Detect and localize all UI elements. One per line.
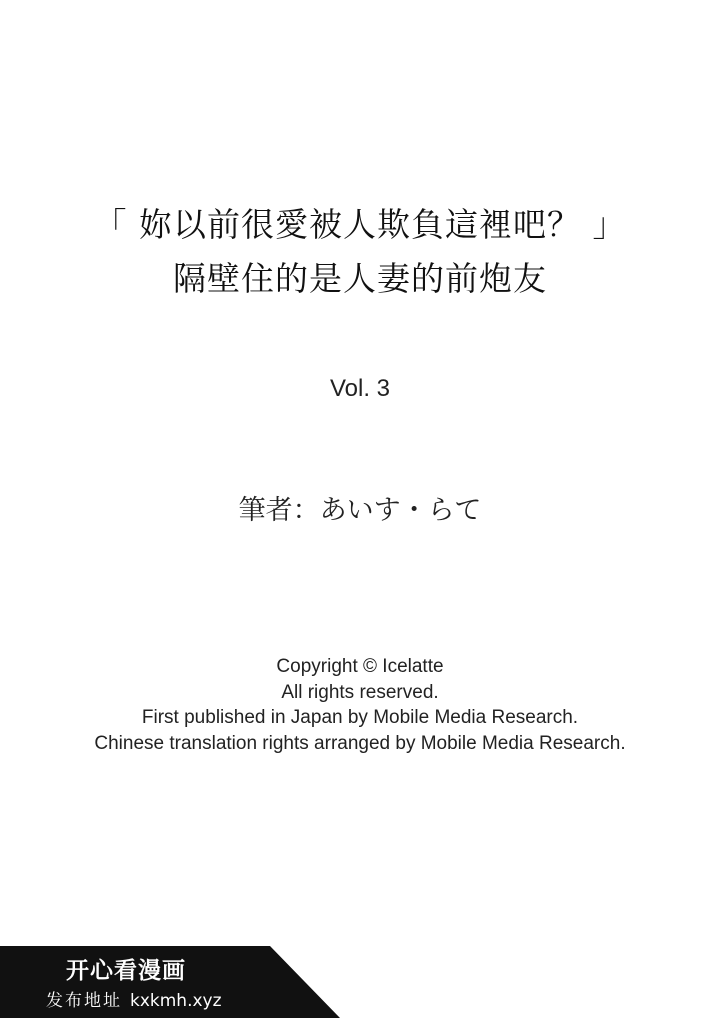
copyright-line: Copyright © Icelatte <box>276 656 444 677</box>
watermark-banner <box>0 946 345 1018</box>
copyright-line: First published in Japan by Mobile Media Research. <box>141 707 579 728</box>
title-block <box>0 198 720 306</box>
banner-title: 开心看漫画 <box>66 958 186 984</box>
copyright-line: All rights reserved. <box>281 681 439 703</box>
banner-url: kxkmh.xyz <box>130 991 222 1011</box>
banner-address <box>46 986 222 1011</box>
volume-label: Vol. 3 <box>329 375 391 402</box>
title-line-1: 「 妳以前很愛被人欺負這裡吧？ 」 <box>93 205 627 244</box>
banner-address-label: 发布地址 <box>46 991 122 1011</box>
copyright-notice <box>0 654 720 756</box>
title-line-2: 隔壁住的是人妻的前炮友 <box>173 259 547 298</box>
author-credit: 筆者：あいす・らて <box>238 495 482 526</box>
copyright-line: Chinese translation rights arranged by Mobile Media Research. <box>94 732 626 754</box>
